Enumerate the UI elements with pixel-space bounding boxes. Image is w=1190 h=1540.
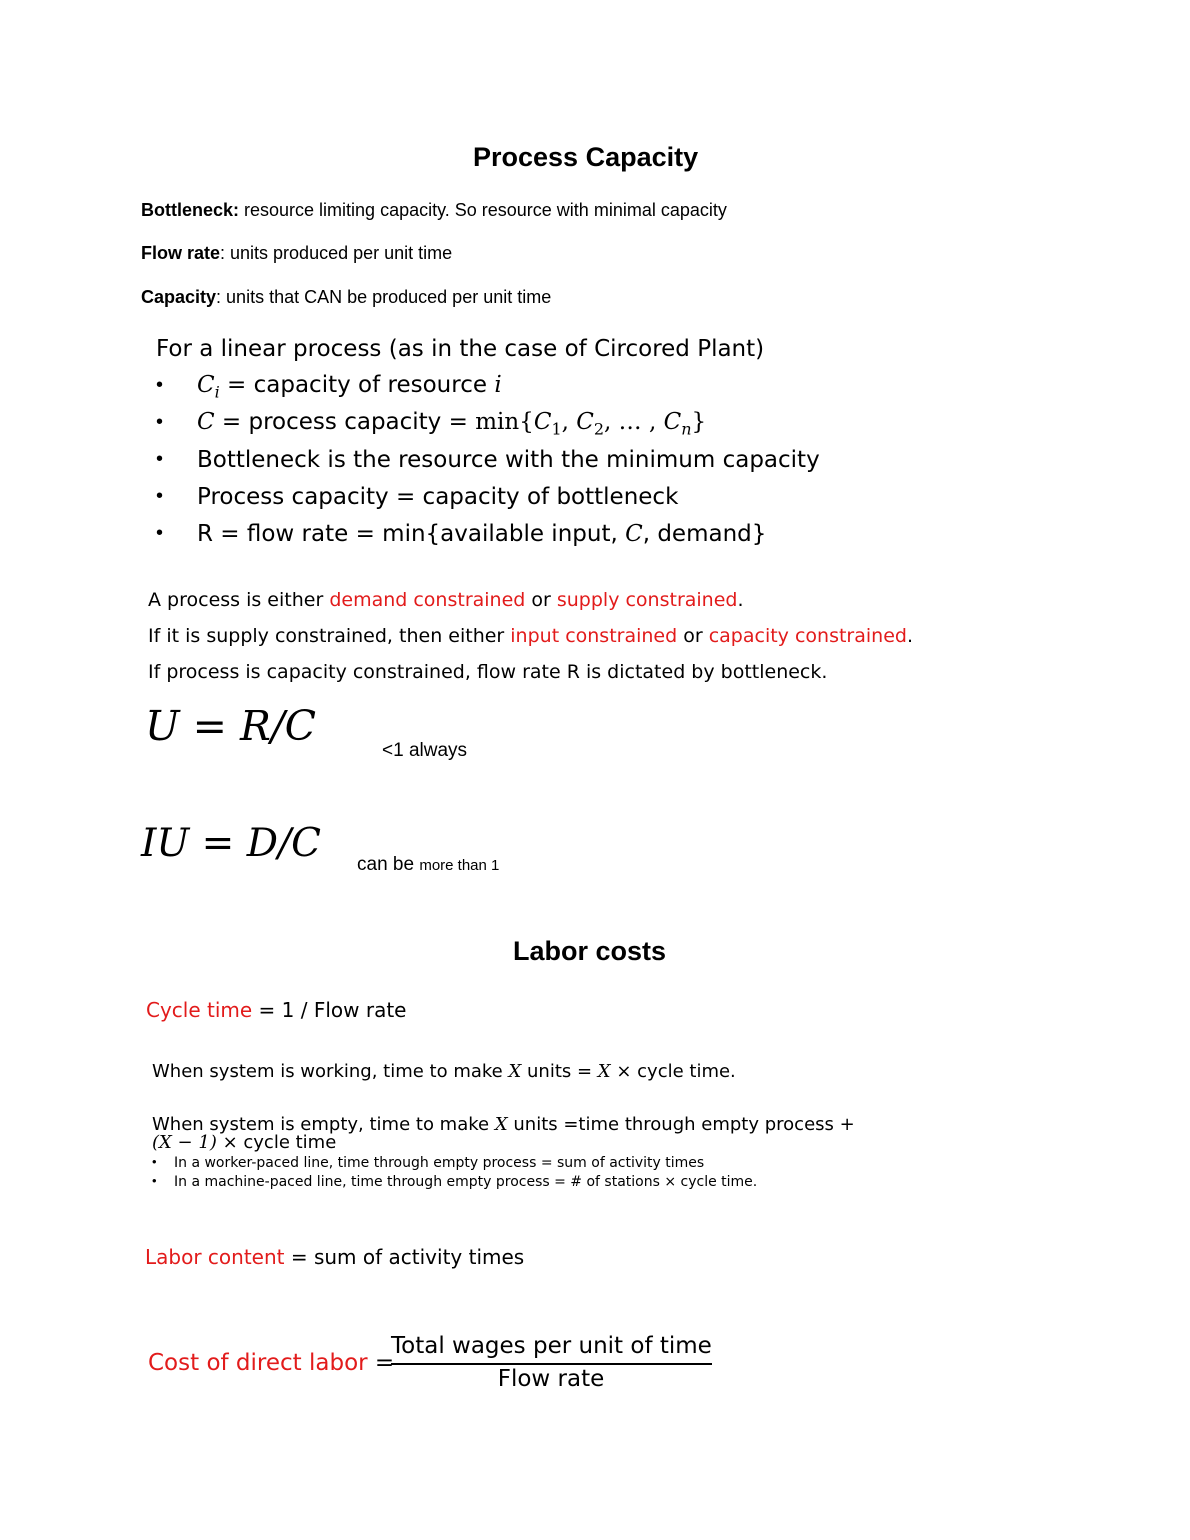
math-close: } <box>691 409 707 435</box>
note-utilization: <1 always <box>382 740 468 761</box>
text: units = <box>521 1061 598 1082</box>
text: = sum of activity times <box>284 1245 525 1269</box>
section-title-process-capacity: Process Capacity <box>473 142 699 172</box>
math-var: C <box>533 409 552 435</box>
math-var: X <box>508 1061 522 1082</box>
highlight-text: Cycle time <box>146 998 253 1022</box>
math-var: C <box>625 521 643 547</box>
highlight-text: capacity constrained <box>708 625 907 647</box>
section-title-labor-costs: Labor costs <box>513 936 667 966</box>
note-implied-utilization <box>357 854 499 876</box>
math-min: min{ <box>475 409 534 435</box>
bullet-process-capacity-bottleneck: Process capacity = capacity of bottleneck <box>197 484 679 510</box>
text: A process is either <box>148 589 330 611</box>
bullet-text: R = flow rate = min{available input, <box>197 521 626 547</box>
bullet-text: = capacity of resource <box>219 372 495 398</box>
bullet-flow-rate-min <box>197 521 766 547</box>
math-sub: 2 <box>593 419 605 439</box>
text: or <box>677 625 709 647</box>
empty-system-line-2 <box>152 1132 336 1153</box>
sub-bullet-worker-paced: In a worker-paced line, time through empty process = sum of activity times <box>174 1155 705 1171</box>
math-dots: , … , <box>604 409 664 435</box>
formula-utilization: U = R/C <box>145 702 317 750</box>
text: × cycle time. <box>610 1061 736 1082</box>
definition-term: Capacity <box>141 287 217 307</box>
highlight-text: supply constrained <box>556 589 738 611</box>
working-system-line <box>152 1061 736 1082</box>
bullet-icon: • <box>156 411 164 433</box>
linear-process-heading: For a linear process (as in the case of Circored Plant) <box>156 336 765 362</box>
bullet-process-capacity-min: C = process capacity = $\min\{C_1$, $C_2$, … , $C_n$} <box>197 409 707 439</box>
definition-capacity <box>141 287 551 308</box>
text: can be <box>357 854 420 875</box>
math-var: C <box>197 409 215 435</box>
text: or <box>525 589 557 611</box>
bullet-capacity-of-resource <box>197 372 502 402</box>
formula-implied-utilization: IU = D/C <box>141 821 321 866</box>
definition-term: Flow rate <box>141 243 221 263</box>
math-expr: (X − 1) <box>152 1132 217 1153</box>
bullet-text: , demand} <box>642 521 767 547</box>
bullet-icon: • <box>152 1154 157 1169</box>
text: When system is empty, time to make <box>152 1114 495 1135</box>
definition-text: : units that CAN be produced per unit time <box>216 287 552 307</box>
text: . <box>737 589 744 611</box>
bullet-bottleneck-minimum: Bottleneck is the resource with the minimum capacity <box>197 447 820 473</box>
math-sub: n <box>681 419 692 439</box>
cycle-time-line <box>146 998 407 1022</box>
highlight-text: input constrained <box>510 625 678 647</box>
fraction-numerator: Total wages per unit of time <box>391 1333 712 1359</box>
highlight-text: Labor content <box>145 1245 285 1269</box>
math-var: C <box>197 372 215 398</box>
constraint-line-2 <box>148 625 913 647</box>
text: = 1 / Flow rate <box>252 998 407 1022</box>
highlight-text: Cost of direct labor <box>148 1350 368 1376</box>
bullet-text: = process capacity = <box>214 409 476 435</box>
fraction-denominator: Flow rate <box>497 1366 605 1392</box>
bullet-icon: • <box>156 522 164 544</box>
labor-content-line <box>145 1245 524 1269</box>
math-var: C <box>663 409 682 435</box>
math-var: i <box>494 372 502 398</box>
definition-text: resource limiting capacity. So resource with minimal capacity <box>239 200 727 220</box>
bullet-icon: • <box>156 448 164 470</box>
definition-flow-rate <box>141 243 452 264</box>
fraction-bar <box>391 1363 712 1365</box>
definition-bottleneck <box>141 200 727 221</box>
math-var: X <box>494 1114 508 1135</box>
bullet-icon: • <box>152 1173 157 1188</box>
constraint-line-3: If process is capacity constrained, flow rate R is dictated by bottleneck. <box>148 661 828 683</box>
definition-text: : units produced per unit time <box>220 243 453 263</box>
math-var: X <box>597 1061 611 1082</box>
text: If it is supply constrained, then either <box>148 625 511 647</box>
bullet-icon: • <box>156 485 164 507</box>
text: units =time through empty process + <box>507 1114 855 1135</box>
constraint-line-1 <box>148 589 744 611</box>
sub-bullet-machine-paced: In a machine-paced line, time through empty process = # of stations × cycle time. <box>174 1174 758 1190</box>
text: = <box>367 1350 395 1376</box>
text: × cycle time <box>216 1132 337 1153</box>
math-sub: 1 <box>551 419 562 439</box>
bullet-icon: • <box>156 374 164 396</box>
math-sub: i <box>214 382 220 402</box>
highlight-text: demand constrained <box>329 589 526 611</box>
cost-direct-labor-label <box>148 1350 394 1376</box>
definition-term: Bottleneck: <box>141 200 240 220</box>
text: more than 1 <box>419 857 500 874</box>
text: . <box>906 625 913 647</box>
text: When system is working, time to make <box>152 1061 509 1082</box>
math-var: C <box>576 409 594 435</box>
